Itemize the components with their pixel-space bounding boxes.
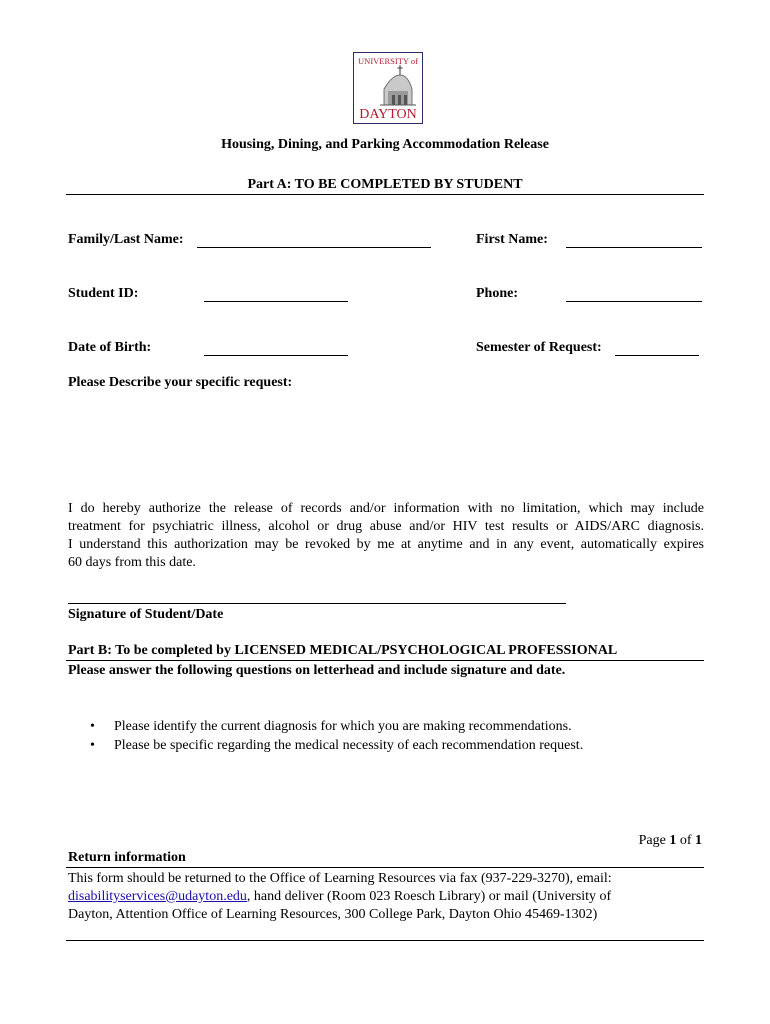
list-item [68, 736, 704, 755]
authorization-line: 60 days from this date. [68, 555, 196, 570]
logo-line2: DAYTON [359, 107, 417, 122]
family-name-label: Family/Last Name: [68, 232, 184, 247]
bullet-icon: • [90, 719, 95, 734]
university-seal-image [354, 53, 422, 123]
part-b-bullet-list [68, 717, 704, 755]
return-info-line2-rest: , hand deliver (Room 023 Roesch Library) or mail (University of [246, 889, 612, 904]
page-current: 1 [669, 833, 677, 848]
authorization-line: I do hereby authorize the release of records and/or information with no limitation, which may include [68, 501, 704, 516]
part-b-instruction: Please answer the following questions on letterhead and include signature and date. [68, 663, 566, 678]
dob-label: Date of Birth: [68, 340, 152, 355]
return-info-text [68, 870, 704, 924]
return-info-line1: This form should be returned to the Office of Learning Resources via fax (937-229-3270), email: [68, 871, 612, 886]
first-name-label: First Name: [476, 232, 548, 247]
signature-label: Signature of Student/Date [68, 607, 224, 622]
chapel-icon [380, 65, 416, 105]
student-id-label: Student ID: [68, 286, 139, 301]
part-b-rule [66, 660, 704, 661]
semester-label: Semester of Request: [476, 340, 602, 355]
list-item [68, 717, 704, 736]
bullet-icon: • [90, 738, 95, 753]
phone-field[interactable] [566, 301, 702, 302]
signature-line[interactable] [68, 603, 566, 604]
university-logo [353, 52, 423, 124]
phone-label: Phone: [476, 286, 518, 301]
logo-line1: UNIVERSITY of [358, 56, 418, 66]
return-info-heading: Return information [68, 850, 186, 865]
semester-field[interactable] [615, 355, 699, 356]
bullet-text: Please be specific regarding the medical necessity of each recommendation request. [114, 738, 584, 753]
page-number [639, 833, 702, 849]
part-b-heading: Part B: To be completed by LICENSED MEDICAL/PSYCHOLOGICAL PROFESSIONAL [68, 643, 618, 658]
return-info-line2 [68, 888, 704, 906]
email-link[interactable]: disabilityservices@udayton.edu [68, 889, 247, 904]
page-total: 1 [695, 833, 702, 848]
bullet-text: Please identify the current diagnosis for which you are making recommendations. [114, 719, 572, 734]
page-prefix: Page [638, 833, 670, 848]
authorization-line: treatment for psychiatric illness, alcohol or drug abuse and/or HIV test results or AIDS/ARC diagnosis. [68, 519, 704, 534]
describe-request-label: Please Describe your specific request: [68, 375, 293, 390]
first-name-field[interactable] [566, 247, 702, 248]
authorization-line: I understand this authorization may be revoked by me at anytime and in any event, automatically expires [68, 537, 704, 552]
return-info-rule [66, 867, 704, 868]
return-info-line3: Dayton, Attention Office of Learning Resources, 300 College Park, Dayton Ohio 45469-1302) [68, 907, 598, 922]
authorization-paragraph [68, 500, 704, 572]
bottom-rule [66, 940, 704, 941]
form-title: Housing, Dining, and Parking Accommodation Release [221, 137, 549, 152]
part-a-rule [66, 194, 704, 195]
student-id-field[interactable] [204, 301, 348, 302]
dob-field[interactable] [204, 355, 348, 356]
request-description-area[interactable] [68, 396, 704, 492]
part-a-heading: Part A: TO BE COMPLETED BY STUDENT [247, 177, 523, 192]
page-of: of [676, 833, 695, 848]
family-name-field[interactable] [197, 247, 431, 248]
